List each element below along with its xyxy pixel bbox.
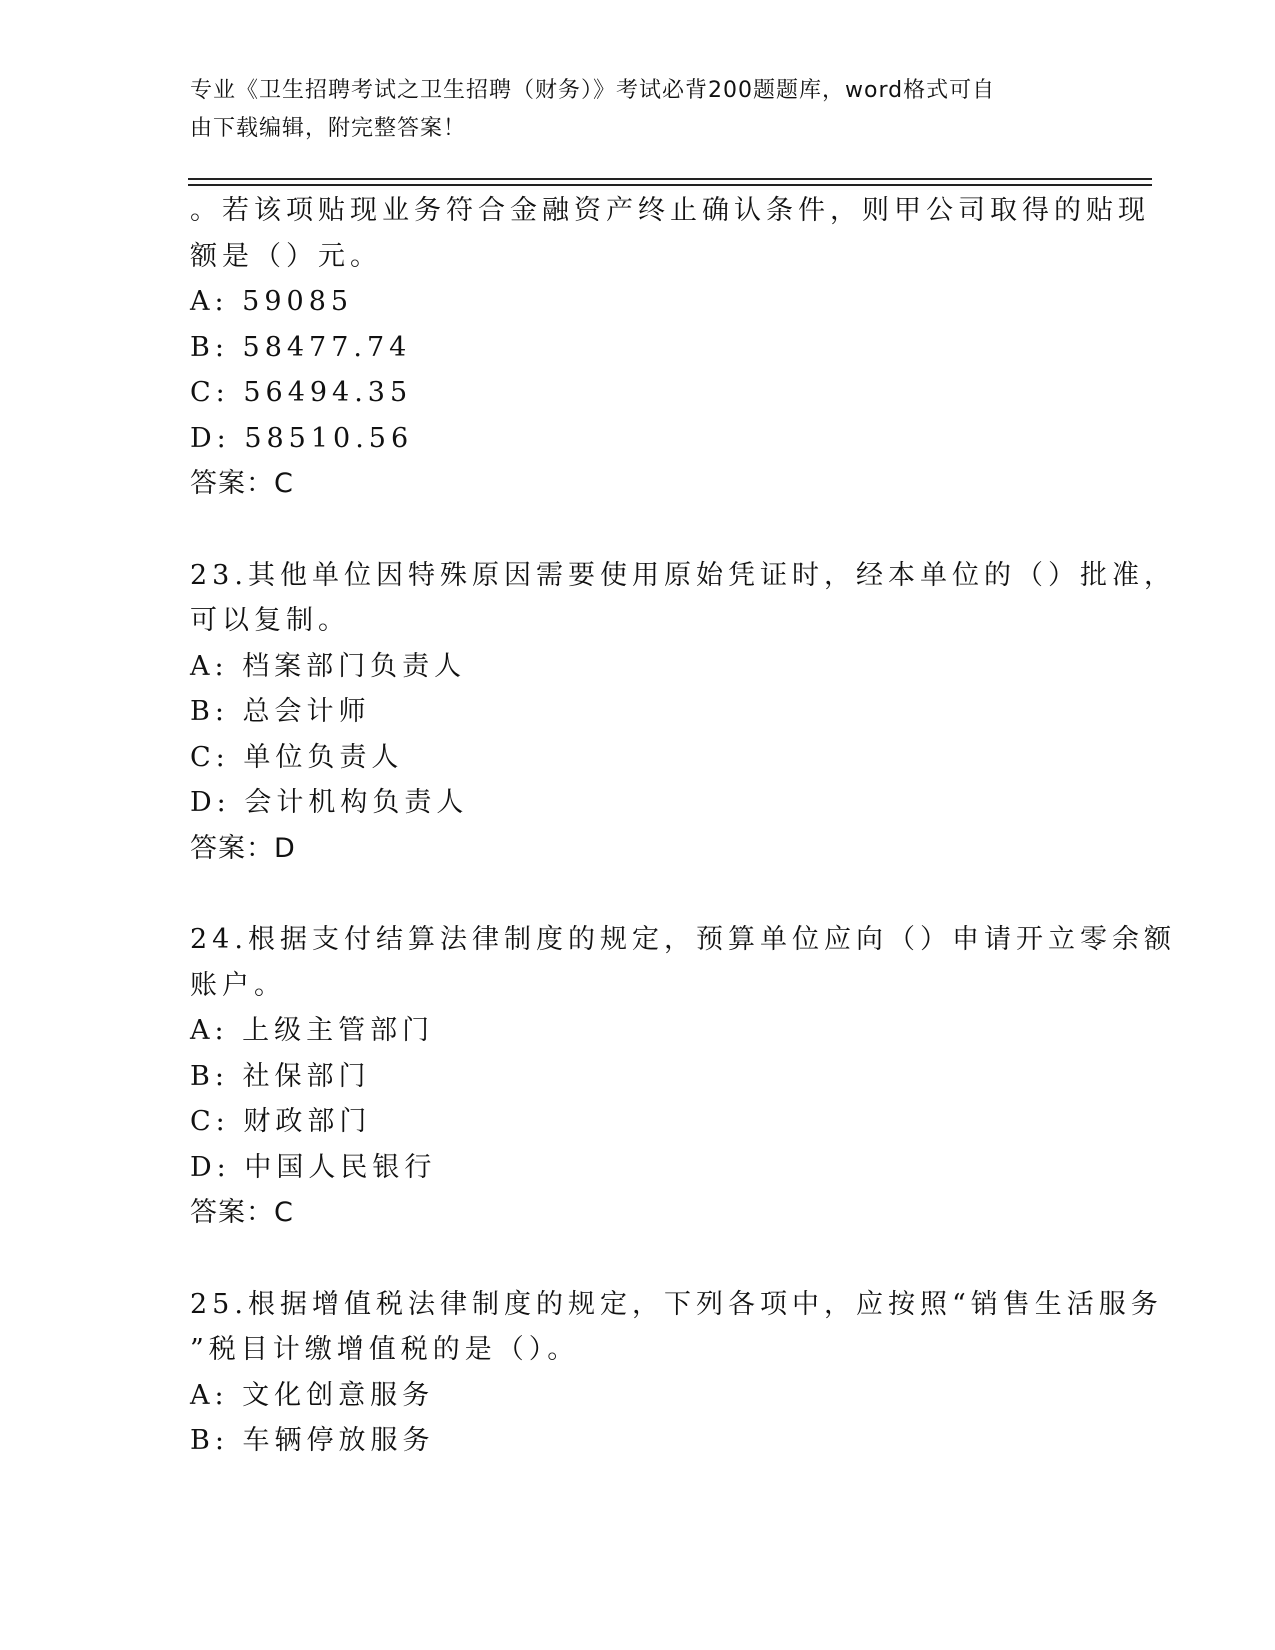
option-a: A: 上级主管部门 [190,1015,435,1046]
option-d: D: 会计机构负责人 [190,787,469,818]
option-b: B: 58477.74 [190,331,412,363]
answer: 答案：C [190,1197,294,1228]
question-stem: ”税目计缴增值税的是（）。 [190,1334,580,1365]
question-stem: 可以复制。 [190,605,350,636]
question-stem: 25.根据增值税法律制度的规定，下列各项中，应按照“销售生活服务 [190,1288,1163,1320]
question-stem: 24.根据支付结算法律制度的规定，预算单位应向（）申请开立零余额 [190,924,1176,955]
spacer [190,507,1090,553]
option-b: B: 总会计师 [190,696,371,727]
header-rule-bottom [188,184,1152,186]
header-line-2: 由下载编辑，附完整答案！ [190,116,467,141]
question-24 [190,917,1176,1236]
question-list [190,188,1176,1464]
header-rule-top [188,178,1152,180]
option-b: B: 社保部门 [190,1060,371,1092]
spacer [190,1236,1090,1282]
header-line-1: 专业《卫生招聘考试之卫生招聘（财务）》考试必背200题题库，word格式可自 [190,78,996,103]
option-d: D: 中国人民银行 [190,1151,437,1183]
question-stem: 23.其他单位因特殊原因需要使用原始凭证时，经本单位的（）批准， [190,559,1176,591]
option-a: A: 文化创意服务 [190,1379,435,1411]
question-stem: 额是（）元。 [190,240,382,272]
option-b: B: 车辆停放服务 [190,1425,435,1456]
option-a: A: 59085 [190,286,354,317]
option-d: D: 58510.56 [190,422,414,454]
question-23 [190,553,1176,872]
option-c: C: 财政部门 [190,1106,372,1137]
question-22 [190,188,1150,507]
question-stem: 账户。 [190,969,286,1001]
spacer [190,871,1090,917]
question-stem: 。若该项贴现业务符合金融资产终止确认条件，则甲公司取得的贴现 [190,195,1150,226]
option-c: C: 56494.35 [190,377,413,408]
option-c: C: 单位负责人 [190,741,404,773]
answer: 答案：C [190,468,294,499]
answer: 答案：D [190,832,296,864]
question-25 [190,1282,1163,1464]
document-header [190,72,1090,148]
option-a: A: 档案部门负责人 [190,650,467,682]
